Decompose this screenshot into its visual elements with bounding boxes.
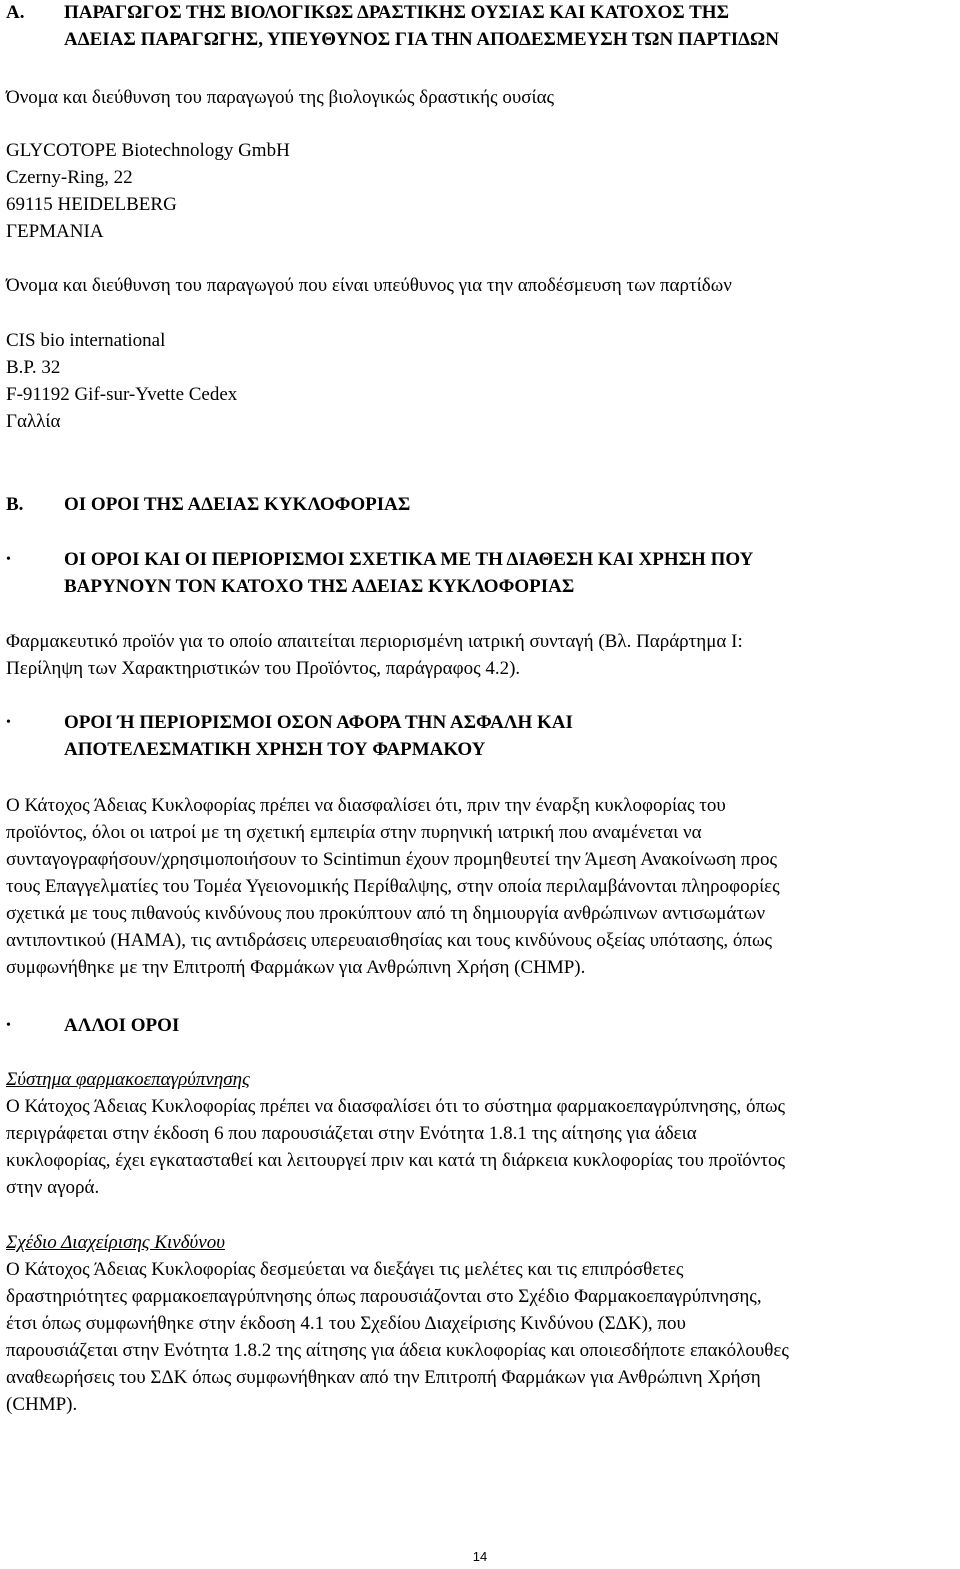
section-a-title-line: ΑΔΕΙΑΣ ΠΑΡΑΓΩΓΗΣ, ΥΠΕΥΘΥΝΟΣ ΓΙΑ ΤΗΝ ΑΠΟΔΕΣΜΕΥΣΗ ΤΩΝ ΠΑΡΤΙΔΩΝ xyxy=(64,29,779,50)
risk-plan-paragraph xyxy=(6,1256,956,1418)
bio-manufacturer-address xyxy=(6,137,956,245)
paragraph-line: τους Επαγγελματίες του Τομέα Υγειονομικής Περίθαλψης, στην οποία περιλαμβάνονται πληροφορίες xyxy=(6,876,780,897)
bullet-icon: • xyxy=(6,1018,11,1033)
bullet-icon: • xyxy=(6,552,11,567)
paragraph-line: παρουσιάζεται στην Ενότητα 1.8.2 της αίτησης για άδεια κυκλοφορίας και οποιεσδήποτε επακόλουθες xyxy=(6,1340,789,1361)
page-number: 14 xyxy=(472,1549,488,1564)
paragraph-line: δραστηριότητες φαρμακοεπαγρύπνησης όπως παρουσιάζονται στο Σχέδιο Φαρμακοεπαγρύπνησης, xyxy=(6,1286,762,1307)
address-line: CIS bio international xyxy=(6,330,166,351)
address-line: Czerny-Ring, 22 xyxy=(6,167,133,188)
bullet-title: ΑΛΛΟΙ ΟΡΟΙ xyxy=(64,1015,180,1036)
bullet-title-line: ΑΠΟΤΕΛΕΣΜΑΤΙΚΗ ΧΡΗΣΗ ΤΟΥ ΦΑΡΜΑΚΟΥ xyxy=(64,739,486,760)
bullet-title xyxy=(64,709,954,763)
bullet-title-line: ΟΙ ΟΡΟΙ ΚΑΙ ΟΙ ΠΕΡΙΟΡΙΣΜΟΙ ΣΧΕΤΙΚΑ ΜΕ ΤΗ ΔΙΑΘΕΣΗ ΚΑΙ ΧΡΗΣΗ ΠΟΥ xyxy=(64,549,754,570)
paragraph-line: στην αγορά. xyxy=(6,1177,100,1198)
bio-manufacturer-heading: Όνομα και διεύθυνση του παραγωγού της βιολογικώς δραστικής ουσίας xyxy=(6,87,555,108)
bullet-title xyxy=(64,546,954,600)
section-a-title-line: ΠΑΡΑΓΩΓΟΣ ΤΗΣ ΒΙΟΛΟΓΙΚΩΣ ΔΡΑΣΤΙΚΗΣ ΟΥΣΙΑΣ ΚΑΙ ΚΑΤΟΧΟΣ ΤΗΣ xyxy=(64,2,729,23)
section-a-title xyxy=(64,0,960,53)
paragraph-line: (CHMP). xyxy=(6,1394,78,1415)
paragraph-line: Ο Κάτοχος Άδειας Κυκλοφορίας πρέπει να διασφαλίσει ότι, πριν την έναρξη κυκλοφορίας του xyxy=(6,795,726,816)
section-a-letter: A. xyxy=(6,2,25,23)
address-line: B.P. 32 xyxy=(6,357,61,378)
risk-plan-heading: Σχέδιο Διαχείρισης Κινδύνου xyxy=(6,1232,225,1253)
pharmacovigilance-paragraph xyxy=(6,1093,956,1201)
batch-release-heading: Όνομα και διεύθυνση του παραγωγού που είναι υπεύθυνος για την αποδέσμευση των παρτίδων xyxy=(6,275,732,296)
paragraph-line: Ο Κάτοχος Άδειας Κυκλοφορίας δεσμεύεται να διεξάγει τις μελέτες και τις επιπρόσθετες xyxy=(6,1259,684,1280)
address-line: F-91192 Gif-sur-Yvette Cedex xyxy=(6,384,238,405)
bullet-title-line: ΟΡΟΙ Ή ΠΕΡΙΟΡΙΣΜΟΙ ΟΣΟΝ ΑΦΟΡΑ ΤΗΝ ΑΣΦΑΛΗ ΚΑΙ xyxy=(64,712,573,733)
pharmacovigilance-heading: Σύστημα φαρμακοεπαγρύπνησης xyxy=(6,1069,250,1090)
paragraph-line: σχετικά με τους πιθανούς κινδύνους που προκύπτουν από τη δημιουργία ανθρώπινων αντισωμάτων xyxy=(6,903,766,924)
paragraph-line: αντιποντικού (HAMA), τις αντιδράσεις υπερευαισθησίας και τους κινδύνους οξείας υπότασης, όπως xyxy=(6,930,772,951)
bullet-item xyxy=(6,709,956,765)
paragraph-line: αναθεωρήσεις του ΣΔΚ όπως συμφωνήθηκαν από την Επιτροπή Φαρμάκων για Ανθρώπινη Χρήση xyxy=(6,1367,761,1388)
address-line: 69115 HEIDELBERG xyxy=(6,194,177,215)
address-line: ΓΕΡΜΑΝΙΑ xyxy=(6,221,104,242)
address-line: Γαλλία xyxy=(6,411,61,432)
bullet-item xyxy=(6,1012,956,1040)
section-b-letter: B. xyxy=(6,494,24,515)
section-b-title: ΟΙ ΟΡΟΙ ΤΗΣ ΑΔΕΙΑΣ ΚΥΚΛΟΦΟΡΙΑΣ xyxy=(64,494,411,515)
safety-paragraph xyxy=(6,792,956,981)
prescription-paragraph xyxy=(6,628,956,682)
paragraph-line: κυκλοφορίας, έχει εγκατασταθεί και λειτουργεί πριν και κατά τη διάρκεια κυκλοφορίας του προϊόντος xyxy=(6,1150,786,1171)
paragraph-line: συμφωνήθηκε με την Επιτροπή Φαρμάκων για Ανθρώπινη Χρήση (CHMP). xyxy=(6,957,586,978)
paragraph-line: Ο Κάτοχος Άδειας Κυκλοφορίας πρέπει να διασφαλίσει ότι το σύστημα φαρμακοεπαγρύπνησης, όπως xyxy=(6,1096,786,1117)
section-b-heading xyxy=(6,491,956,519)
bullet-icon: • xyxy=(6,715,11,730)
section-a-heading xyxy=(6,0,956,55)
paragraph-line: Φαρμακευτικό προϊόν για το οποίο απαιτείται περιορισμένη ιατρική συνταγή (Βλ. Παράρτημα Ι: xyxy=(6,631,743,652)
paragraph-line: προϊόντος, όλοι οι ιατροί με τη σχετική εμπειρία στην πυρηνική ιατρική που αναμένεται να xyxy=(6,822,702,843)
paragraph-line: συνταγογραφήσουν/χρησιμοποιήσουν το Scintimun έχουν προμηθευτεί την Άμεση Ανακοίνωση προς xyxy=(6,849,778,870)
bullet-title-line: ΒΑΡΥΝΟΥΝ ΤΟΝ ΚΑΤΟΧΟ ΤΗΣ ΑΔΕΙΑΣ ΚΥΚΛΟΦΟΡΙΑΣ xyxy=(64,576,575,597)
bullet-item xyxy=(6,546,956,602)
address-line: GLYCOTOPE Biotechnology GmbH xyxy=(6,140,290,161)
batch-release-address xyxy=(6,327,956,435)
paragraph-line: περιγράφεται στην έκδοση 6 που παρουσιάζεται στην Ενότητα 1.8.1 της αίτησης για άδεια xyxy=(6,1123,697,1144)
paragraph-line: έτσι όπως συμφωνήθηκε στην έκδοση 4.1 του Σχεδίου Διαχείρισης Κινδύνου (ΣΔΚ), που xyxy=(6,1313,686,1334)
paragraph-line: Περίληψη των Χαρακτηριστικών του Προϊόντος, παράγραφος 4.2). xyxy=(6,658,521,679)
